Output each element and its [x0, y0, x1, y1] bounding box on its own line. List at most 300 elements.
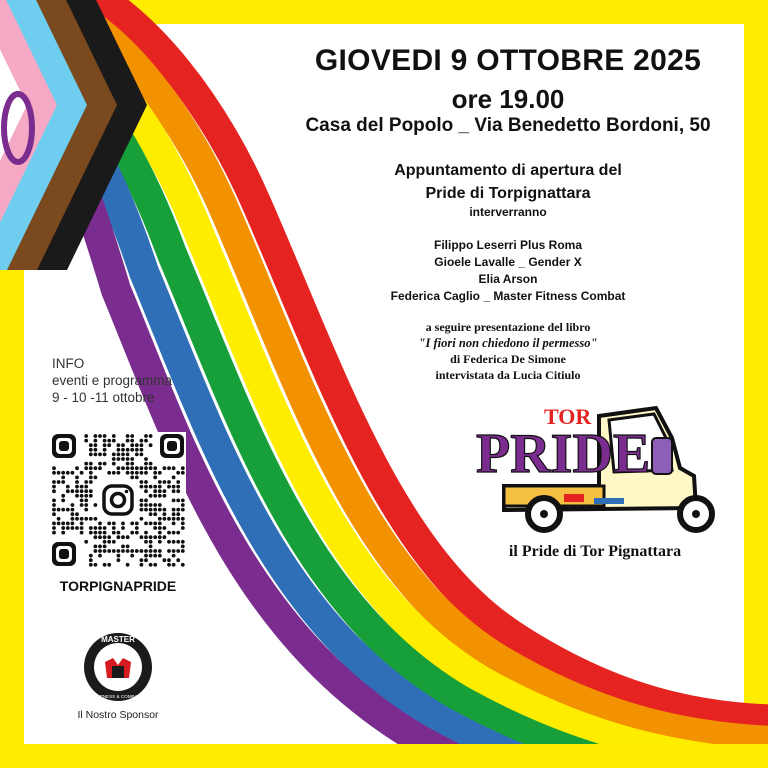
qr-module: [144, 535, 148, 539]
qr-module: [135, 476, 139, 480]
qr-module: [75, 489, 79, 493]
qr-module: [181, 466, 185, 470]
qr-module: [153, 563, 157, 567]
qr-module: [84, 466, 88, 470]
qr-module: [121, 466, 125, 470]
qr-module: [75, 485, 79, 489]
qr-module: [140, 448, 144, 452]
speaker-item: Federica Caglio _ Master Fitness Combat: [390, 289, 626, 303]
qr-module: [130, 466, 134, 470]
qr-module: [140, 503, 144, 507]
qr-module: [172, 499, 176, 503]
qr-module: [149, 466, 153, 470]
sponsor-caption: Il Nostro Sponsor: [77, 709, 159, 721]
qr-module: [135, 453, 139, 457]
qr-module: [130, 531, 134, 535]
qr-module: [89, 453, 93, 457]
qr-module: [103, 443, 107, 447]
qr-module: [89, 531, 93, 535]
qr-module: [163, 466, 167, 470]
qr-module: [135, 443, 139, 447]
qr-module: [144, 485, 148, 489]
qr-module: [167, 517, 171, 521]
qr-module: [140, 499, 144, 503]
qr-module: [181, 545, 185, 549]
qr-module: [153, 503, 157, 507]
qr-module: [181, 471, 185, 475]
qr-module: [149, 522, 153, 526]
qr-module: [153, 471, 157, 475]
qr-module: [103, 563, 107, 567]
qr-module: [126, 535, 130, 539]
qr-module: [144, 531, 148, 535]
qr-module: [112, 526, 116, 530]
qr-module: [153, 485, 157, 489]
qr-module: [153, 535, 157, 539]
qr-module: [181, 503, 185, 507]
qr-module: [66, 508, 70, 512]
qr-module: [117, 457, 121, 461]
qr-module: [84, 439, 88, 443]
qr-module: [112, 453, 116, 457]
qr-module: [52, 466, 56, 470]
qr-module: [66, 522, 70, 526]
qr-module: [126, 453, 130, 457]
qr-module: [130, 522, 134, 526]
qr-module: [103, 439, 107, 443]
qr-module: [107, 540, 111, 544]
qr-module: [61, 476, 65, 480]
qr-module: [94, 531, 98, 535]
qr-module: [117, 554, 121, 558]
qr-module: [181, 563, 185, 567]
qr-module: [149, 485, 153, 489]
qr-module: [103, 448, 107, 452]
instagram-handle[interactable]: TORPIGNAPRIDE: [59, 578, 177, 594]
qr-module: [153, 508, 157, 512]
qr-module: [84, 494, 88, 498]
qr-module: [158, 489, 162, 493]
qr-module: [130, 457, 134, 461]
qr-module: [57, 480, 61, 484]
qr-module: [61, 499, 65, 503]
qr-module: [80, 503, 84, 507]
qr-module: [121, 453, 125, 457]
qr-module: [121, 535, 125, 539]
event-time: ore 19.00: [451, 84, 565, 114]
qr-module: [163, 517, 167, 521]
qr-module: [176, 499, 180, 503]
qr-module: [153, 522, 157, 526]
instagram-icon: [100, 482, 136, 518]
qr-module: [121, 448, 125, 452]
qr-module: [80, 485, 84, 489]
qr-module: [181, 522, 185, 526]
qr-module: [176, 480, 180, 484]
qr-module: [140, 549, 144, 553]
qr-module: [130, 439, 134, 443]
qr-module: [52, 499, 56, 503]
qr-module: [176, 489, 180, 493]
qr-module: [144, 439, 148, 443]
qr-module: [84, 508, 88, 512]
qr-module: [158, 508, 162, 512]
qr-module: [52, 471, 56, 475]
qr-module: [176, 471, 180, 475]
qr-module: [89, 517, 93, 521]
qr-module: [61, 471, 65, 475]
qr-module: [172, 522, 176, 526]
qr-module: [98, 466, 102, 470]
qr-module: [167, 558, 171, 562]
qr-module: [75, 512, 79, 516]
qr-module: [121, 549, 125, 553]
qr-module: [163, 512, 167, 516]
qr-module: [75, 480, 79, 484]
qr-module: [66, 471, 70, 475]
qr-module: [107, 443, 111, 447]
qr-module: [126, 549, 130, 553]
qr-module: [80, 517, 84, 521]
qr-module: [52, 508, 56, 512]
qr-module: [158, 480, 162, 484]
qr-module: [176, 517, 180, 521]
qr-module: [103, 462, 107, 466]
qr-module: [80, 522, 84, 526]
qr-module: [94, 563, 98, 567]
qr-module: [172, 489, 176, 493]
qr-module: [89, 489, 93, 493]
qr-module: [153, 526, 157, 530]
qr-module: [140, 439, 144, 443]
qr-module: [130, 462, 134, 466]
qr-module: [52, 503, 56, 507]
qr-module: [130, 443, 134, 447]
qr-module: [130, 554, 134, 558]
qr-module: [57, 522, 61, 526]
qr-module: [135, 466, 139, 470]
book-intro: a seguire presentazione del libro: [425, 320, 591, 334]
qr-module: [149, 549, 153, 553]
qr-module: [84, 434, 88, 438]
qr-module: [135, 526, 139, 530]
qr-module: [172, 549, 176, 553]
qr-module: [172, 485, 176, 489]
qr-module: [172, 563, 176, 567]
qr-module: [172, 554, 176, 558]
qr-module: [71, 508, 75, 512]
qr-module: [71, 512, 75, 516]
qr-module: [94, 503, 98, 507]
qr-module: [158, 535, 162, 539]
qr-module: [130, 549, 134, 553]
qr-module: [89, 476, 93, 480]
qr-module: [149, 494, 153, 498]
intro-line: Appuntamento di apertura del: [394, 162, 622, 179]
qr-module: [130, 448, 134, 452]
qr-module: [107, 522, 111, 526]
qr-module: [140, 535, 144, 539]
qr-module: [80, 494, 84, 498]
qr-module: [71, 517, 75, 521]
qr-module: [71, 522, 75, 526]
qr-module: [75, 476, 79, 480]
qr-module: [158, 522, 162, 526]
qr-module: [61, 531, 65, 535]
qr-module: [144, 489, 148, 493]
qr-module: [126, 462, 130, 466]
qr-module: [89, 526, 93, 530]
qr-module: [181, 549, 185, 553]
qr-module: [61, 522, 65, 526]
qr-module: [103, 540, 107, 544]
qr-module: [117, 448, 121, 452]
qr-module: [140, 558, 144, 562]
qr-module: [117, 558, 121, 562]
qr-module: [98, 531, 102, 535]
intro-line: interverranno: [469, 205, 547, 219]
qr-module: [167, 540, 171, 544]
qr-module: [167, 466, 171, 470]
speaker-item: Elia Arson: [478, 272, 538, 286]
qr-module: [103, 434, 107, 438]
qr-module: [181, 540, 185, 544]
qr-module: [107, 535, 111, 539]
info-line: 9 - 10 -11 ottobre: [52, 390, 155, 405]
book-interviewer: intervistata da Lucia Citiulo: [435, 368, 581, 382]
qr-module: [153, 494, 157, 498]
book-title: "I fiori non chiedono il permesso": [418, 336, 598, 350]
qr-module: [149, 508, 153, 512]
book-author: di Federica De Simone: [450, 352, 566, 366]
qr-module: [153, 549, 157, 553]
info-block: [52, 355, 172, 406]
qr-module: [144, 434, 148, 438]
qr-module: [94, 535, 98, 539]
qr-module: [117, 531, 121, 535]
qr-module: [89, 448, 93, 452]
qr-module: [167, 485, 171, 489]
qr-module: [61, 494, 65, 498]
qr-module: [71, 489, 75, 493]
event-date: GIOVEDI 9 OTTOBRE 2025: [314, 44, 702, 77]
qr-module: [149, 434, 153, 438]
qr-module: [94, 434, 98, 438]
qr-module: [84, 540, 88, 544]
qr-module: [117, 471, 121, 475]
qr-module: [135, 549, 139, 553]
qr-module: [149, 540, 153, 544]
qr-module: [103, 535, 107, 539]
qr-module: [112, 522, 116, 526]
qr-module: [84, 480, 88, 484]
qr-module: [144, 466, 148, 470]
speaker-item: Gioele Lavalle _ Gender X: [434, 255, 582, 269]
qr-module: [94, 517, 98, 521]
qr-module: [144, 457, 148, 461]
qr-module: [71, 471, 75, 475]
qr-module: [153, 476, 157, 480]
qr-module: [172, 476, 176, 480]
qr-module: [153, 512, 157, 516]
qr-module: [176, 508, 180, 512]
qr-module: [149, 563, 153, 567]
qr-module: [140, 563, 144, 567]
qr-module: [149, 462, 153, 466]
qr-module: [153, 489, 157, 493]
qr-module: [112, 434, 116, 438]
qr-module: [158, 517, 162, 521]
qr-module: [158, 485, 162, 489]
qr-module: [172, 508, 176, 512]
qr-module: [117, 535, 121, 539]
qr-module: [94, 526, 98, 530]
qr-module: [181, 499, 185, 503]
qr-module: [103, 545, 107, 549]
qr-module: [140, 466, 144, 470]
qr-module: [153, 466, 157, 470]
qr-module: [117, 466, 121, 470]
qr-module: [107, 439, 111, 443]
qr-module: [153, 554, 157, 558]
qr-module: [181, 508, 185, 512]
qr-module: [172, 512, 176, 516]
sponsor-logo: [83, 632, 153, 702]
qr-module: [117, 443, 121, 447]
qr-module: [140, 480, 144, 484]
qr-module: [98, 545, 102, 549]
event-venue: Casa del Popolo _ Via Benedetto Bordoni, 50: [305, 115, 711, 136]
qr-module: [98, 549, 102, 553]
qr-module: [112, 462, 116, 466]
qr-module: [140, 508, 144, 512]
qr-module: [144, 499, 148, 503]
qr-module: [66, 485, 70, 489]
qr-module: [140, 471, 144, 475]
qr-module: [80, 526, 84, 530]
qr-module: [158, 554, 162, 558]
qr-module: [117, 453, 121, 457]
qr-module: [89, 443, 93, 447]
qr-module: [135, 522, 139, 526]
qr-module: [98, 462, 102, 466]
qr-module: [84, 503, 88, 507]
intro-line: Pride di Torpignattara: [425, 185, 591, 202]
qr-module: [71, 503, 75, 507]
qr-module: [130, 434, 134, 438]
qr-module: [117, 549, 121, 553]
qr-module: [89, 462, 93, 466]
qr-module: [176, 531, 180, 535]
qr-module: [84, 489, 88, 493]
qr-module: [172, 540, 176, 544]
qr-module: [167, 480, 171, 484]
qr-module: [140, 453, 144, 457]
qr-module: [181, 526, 185, 530]
qr-module: [144, 522, 148, 526]
qr-module: [80, 531, 84, 535]
qr-module: [121, 526, 125, 530]
qr-module: [167, 531, 171, 535]
qr-module: [149, 503, 153, 507]
qr-module: [158, 540, 162, 544]
qr-module: [98, 554, 102, 558]
qr-module: [84, 462, 88, 466]
qr-module: [66, 526, 70, 530]
qr-module: [158, 471, 162, 475]
qr-module: [94, 466, 98, 470]
qr-module: [89, 494, 93, 498]
qr-module: [98, 434, 102, 438]
qr-module: [80, 499, 84, 503]
qr-module: [126, 563, 130, 567]
qr-module: [94, 443, 98, 447]
qr-module: [75, 526, 79, 530]
qr-module: [94, 448, 98, 452]
qr-module: [144, 471, 148, 475]
qr-module: [130, 476, 134, 480]
qr-module: [98, 526, 102, 530]
qr-module: [126, 439, 130, 443]
qr-module: [149, 554, 153, 558]
qr-module: [126, 448, 130, 452]
qr-module: [94, 453, 98, 457]
qr-module: [140, 443, 144, 447]
qr-module: [57, 508, 61, 512]
qr-module: [172, 466, 176, 470]
instagram-qr-code[interactable]: [50, 432, 186, 568]
tor-pride-ape-logo: [474, 398, 720, 538]
qr-module: [112, 531, 116, 535]
qr-module: [57, 517, 61, 521]
qr-module: [135, 471, 139, 475]
qr-module: [89, 480, 93, 484]
qr-module: [52, 522, 56, 526]
qr-module: [176, 512, 180, 516]
qr-module: [167, 563, 171, 567]
qr-module: [158, 494, 162, 498]
qr-module: [163, 535, 167, 539]
qr-module: [163, 558, 167, 562]
qr-module: [172, 517, 176, 521]
qr-module: [181, 517, 185, 521]
qr-module: [52, 512, 56, 516]
qr-module: [98, 453, 102, 457]
qr-module: [57, 471, 61, 475]
qr-module: [61, 508, 65, 512]
qr-module: [144, 503, 148, 507]
qr-module: [149, 512, 153, 516]
qr-module: [112, 439, 116, 443]
qr-module: [107, 563, 111, 567]
qr-module: [66, 489, 70, 493]
qr-module: [89, 554, 93, 558]
qr-module: [121, 457, 125, 461]
qr-module: [126, 471, 130, 475]
qr-module: [80, 471, 84, 475]
qr-module: [121, 522, 125, 526]
qr-module: [103, 453, 107, 457]
qr-module: [149, 535, 153, 539]
qr-module: [52, 480, 56, 484]
qr-module: [112, 457, 116, 461]
qr-module: [135, 448, 139, 452]
qr-module: [107, 549, 111, 553]
qr-module: [121, 443, 125, 447]
qr-module: [121, 545, 125, 549]
qr-module: [84, 499, 88, 503]
qr-module: [163, 508, 167, 512]
